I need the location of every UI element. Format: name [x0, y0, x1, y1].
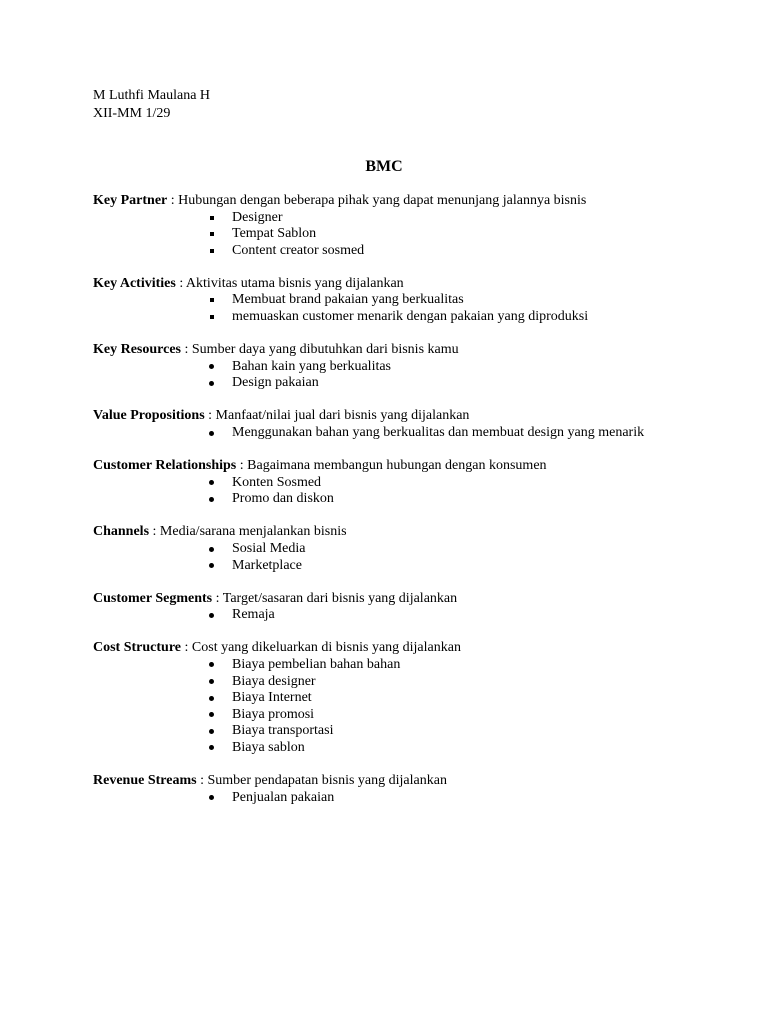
bmc-section	[93, 640, 733, 756]
square-bullet-icon	[208, 226, 218, 243]
list-item-text: Biaya pembelian bahan bahan	[232, 656, 401, 672]
section-description: : Manfaat/nilai jual dari bisnis yang dijalankan	[204, 408, 470, 424]
list-item-text: Design pakaian	[232, 375, 319, 391]
section-description: : Cost yang dikeluarkan di bisnis yang dijalankan	[181, 640, 461, 656]
section-heading: Key Resources	[93, 342, 181, 358]
list-item	[232, 292, 733, 309]
list-item-text: Remaja	[232, 607, 275, 623]
list-item	[232, 359, 733, 376]
section-heading: Channels	[93, 524, 150, 540]
list-item	[232, 558, 733, 575]
bmc-section	[93, 524, 733, 574]
section-heading: Revenue Streams	[93, 773, 197, 789]
bullet-list	[93, 210, 733, 260]
bullet-list	[93, 607, 733, 624]
list-item	[232, 707, 733, 724]
list-item-text: Bahan kain yang berkualitas	[232, 358, 392, 374]
section-description: : Bagaimana membangun hubungan dengan konsumen	[236, 458, 547, 474]
list-item	[232, 475, 733, 492]
round-bullet-icon	[208, 491, 218, 508]
round-bullet-icon	[208, 657, 218, 674]
bullet-list	[93, 425, 733, 442]
square-bullet-icon	[208, 292, 218, 309]
section-heading-line	[93, 458, 733, 475]
round-bullet-icon	[208, 690, 218, 707]
round-bullet-icon	[208, 607, 218, 624]
round-bullet-icon	[208, 425, 218, 442]
list-item-text: Promo dan diskon	[232, 491, 334, 507]
document-title: BMC	[365, 158, 403, 175]
list-item	[232, 607, 733, 624]
section-heading: Value Propositions	[93, 408, 205, 424]
section-description: : Sumber pendapatan bisnis yang dijalankan	[196, 773, 447, 789]
section-description: : Media/sarana menjalankan bisnis	[149, 524, 347, 540]
list-item-text: Tempat Sablon	[232, 226, 317, 242]
list-item	[232, 425, 733, 442]
section-description: : Hubungan dengan beberapa pihak yang dapat menunjang jalannya bisnis	[167, 193, 587, 208]
bullet-list	[93, 292, 733, 325]
list-item-text: Content creator sosmed	[232, 242, 365, 258]
section-heading-line	[93, 408, 733, 425]
list-item-text: memuaskan customer menarik dengan pakaian yang diproduksi	[232, 309, 589, 325]
list-item-text: Penjualan pakaian	[232, 789, 335, 805]
square-bullet-icon	[208, 243, 218, 260]
author-name: M Luthfi Maulana H	[93, 88, 211, 103]
list-item	[232, 740, 733, 757]
bmc-section	[93, 458, 733, 508]
list-item-text: Marketplace	[232, 557, 302, 573]
round-bullet-icon	[208, 475, 218, 492]
list-item-text: Menggunakan bahan yang berkualitas dan membuat design yang menarik	[232, 425, 645, 441]
bullet-list	[93, 541, 733, 574]
square-bullet-icon	[208, 309, 218, 326]
section-heading-line	[93, 640, 733, 657]
list-item	[232, 491, 733, 508]
author-block	[93, 87, 210, 123]
round-bullet-icon	[208, 790, 218, 807]
section-heading-line	[93, 193, 733, 210]
list-item	[232, 226, 733, 243]
section-heading: Cost Structure	[93, 640, 182, 656]
round-bullet-icon	[208, 541, 218, 558]
section-description: : Sumber daya yang dibutuhkan dari bisnis kamu	[181, 342, 459, 358]
list-item-text: Biaya transportasi	[232, 723, 334, 739]
list-item	[232, 375, 733, 392]
section-heading-line	[93, 591, 733, 608]
list-item-text: Biaya Internet	[232, 690, 312, 706]
bmc-section	[93, 591, 733, 624]
section-heading: Key Partner	[93, 193, 168, 208]
round-bullet-icon	[208, 723, 218, 740]
list-item-text: Biaya promosi	[232, 706, 315, 722]
section-heading: Customer Segments	[93, 590, 213, 606]
section-description: : Aktivitas utama bisnis yang dijalankan	[175, 275, 404, 291]
section-heading-line	[93, 524, 733, 541]
bullet-list	[93, 790, 733, 807]
bullet-list	[93, 359, 733, 392]
bmc-section	[93, 773, 733, 806]
list-item	[232, 723, 733, 740]
section-heading-line	[93, 773, 733, 790]
list-item	[232, 674, 733, 691]
section-heading-line	[93, 342, 733, 359]
bmc-section	[93, 408, 733, 441]
section-heading: Customer Relationships	[93, 458, 237, 474]
section-heading-line	[93, 276, 733, 293]
list-item	[232, 790, 733, 807]
list-item	[232, 541, 733, 558]
list-item	[232, 309, 733, 326]
round-bullet-icon	[208, 740, 218, 757]
author-class: XII-MM 1/29	[93, 106, 171, 121]
bmc-section	[93, 342, 733, 392]
round-bullet-icon	[208, 674, 218, 691]
bmc-section	[93, 276, 733, 326]
list-item-text: Designer	[232, 209, 283, 225]
square-bullet-icon	[208, 210, 218, 227]
round-bullet-icon	[208, 558, 218, 575]
bmc-section	[93, 193, 733, 259]
round-bullet-icon	[208, 375, 218, 392]
section-heading: Key Activities	[93, 275, 176, 291]
bullet-list	[93, 657, 733, 757]
list-item	[232, 210, 733, 227]
list-item-text: Membuat brand pakaian yang berkualitas	[232, 292, 464, 308]
list-item-text: Konten Sosmed	[232, 474, 322, 490]
round-bullet-icon	[208, 359, 218, 376]
bullet-list	[93, 475, 733, 508]
list-item	[232, 690, 733, 707]
document-body	[93, 193, 733, 823]
section-description: : Target/sasaran dari bisnis yang dijalankan	[212, 590, 458, 606]
list-item-text: Biaya sablon	[232, 739, 305, 755]
list-item	[232, 657, 733, 674]
list-item	[232, 243, 733, 260]
round-bullet-icon	[208, 707, 218, 724]
list-item-text: Biaya designer	[232, 673, 316, 689]
list-item-text: Sosial Media	[232, 541, 306, 556]
